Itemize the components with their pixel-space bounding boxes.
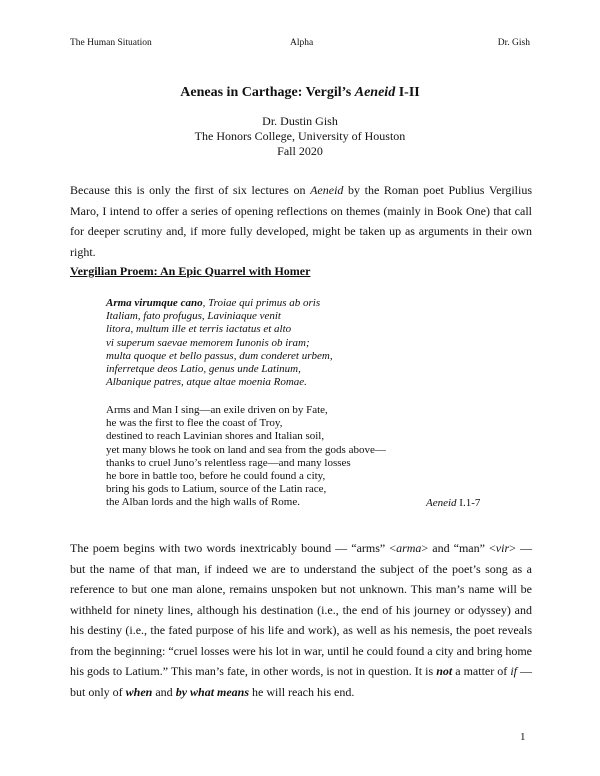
translation-line: destined to reach Lavinian shores and Italian soil,	[106, 430, 325, 443]
translation-line: he was the first to flee the coast of Troy,	[106, 417, 283, 430]
running-header	[70, 38, 530, 52]
translation-line: thanks to cruel Juno’s relentless rage—and many losses	[106, 456, 351, 469]
term: Fall 2020	[277, 144, 323, 158]
affiliation: The Honors College, University of Houston	[194, 129, 406, 143]
header-instructor: Dr. Gish	[497, 38, 530, 48]
document-title: Aeneas in Carthage: Vergil’s Aeneid I-II	[180, 85, 420, 100]
body-paragraph: The poem begins with two words inextricably bound — “arms” <arma> and “man” <vir> — but the name of that man, if indeed we are to understand the subject of the poet’s song as a reference to but one man alone, remains unspoken but not unknown. This man’s name will be withheld for ninety lines, although his destination (i.e., the end of his journey or odyssey) and his destiny (i.e., the fated purpose of his life and work), as well as his nemesis, the poet reveals from the beginning: “cruel losses were his lot in war, until he could found a city and bring home his gods to Latium.” This man’s fate, in other words, is not in question. It is not a matter of if — but only of when and by what means he will reach his end.	[70, 541, 533, 699]
latin-line: Albanique patres, atque altae moenia Romae.	[106, 376, 307, 389]
translation-line: the Alban lords and the high walls of Rome.	[106, 496, 300, 509]
translation-line: bring his gods to Latium, source of the Latin race,	[106, 483, 327, 496]
latin-line: litora, multum ille et terris iactatus et alto	[106, 323, 292, 336]
header-section: Alpha	[290, 38, 314, 48]
intro-paragraph: Because this is only the first of six lectures on Aeneid by the Roman poet Publius Vergilius Maro, I intend to offer a series of opening reflections on themes (mainly in Book One) that call for deeper scrutiny and, if more fully developed, might be taken up as arguments in their own right.	[70, 183, 532, 259]
latin-line: Italiam, fato profugus, Laviniaque venit	[106, 310, 281, 323]
section-heading: Vergilian Proem: An Epic Quarrel with Homer	[70, 264, 311, 278]
translation-line: he bore in battle too, before he could found a city,	[106, 470, 326, 483]
translation-line: yet many blows he took on land and sea from the gods above—	[106, 443, 386, 456]
header-course: The Human Situation	[70, 38, 152, 48]
latin-line: inferretque deos Latio, genus unde Latinum,	[106, 363, 301, 376]
page-number: 1	[520, 731, 526, 743]
title-block	[70, 84, 530, 159]
latin-line: Arma virumque cano, Troiae qui primus ab oris	[106, 297, 321, 309]
latin-quotation	[106, 297, 333, 389]
translation-line: Arms and Man I sing—an exile driven on by Fate,	[106, 404, 328, 416]
english-translation	[106, 404, 386, 510]
latin-line: multa quoque et bello passus, dum conderet urbem,	[106, 349, 333, 362]
citation: Aeneid I.1-7	[426, 497, 481, 509]
latin-line: vi superum saevae memorem Iunonis ob iram;	[106, 336, 310, 349]
author-name: Dr. Dustin Gish	[262, 114, 338, 128]
